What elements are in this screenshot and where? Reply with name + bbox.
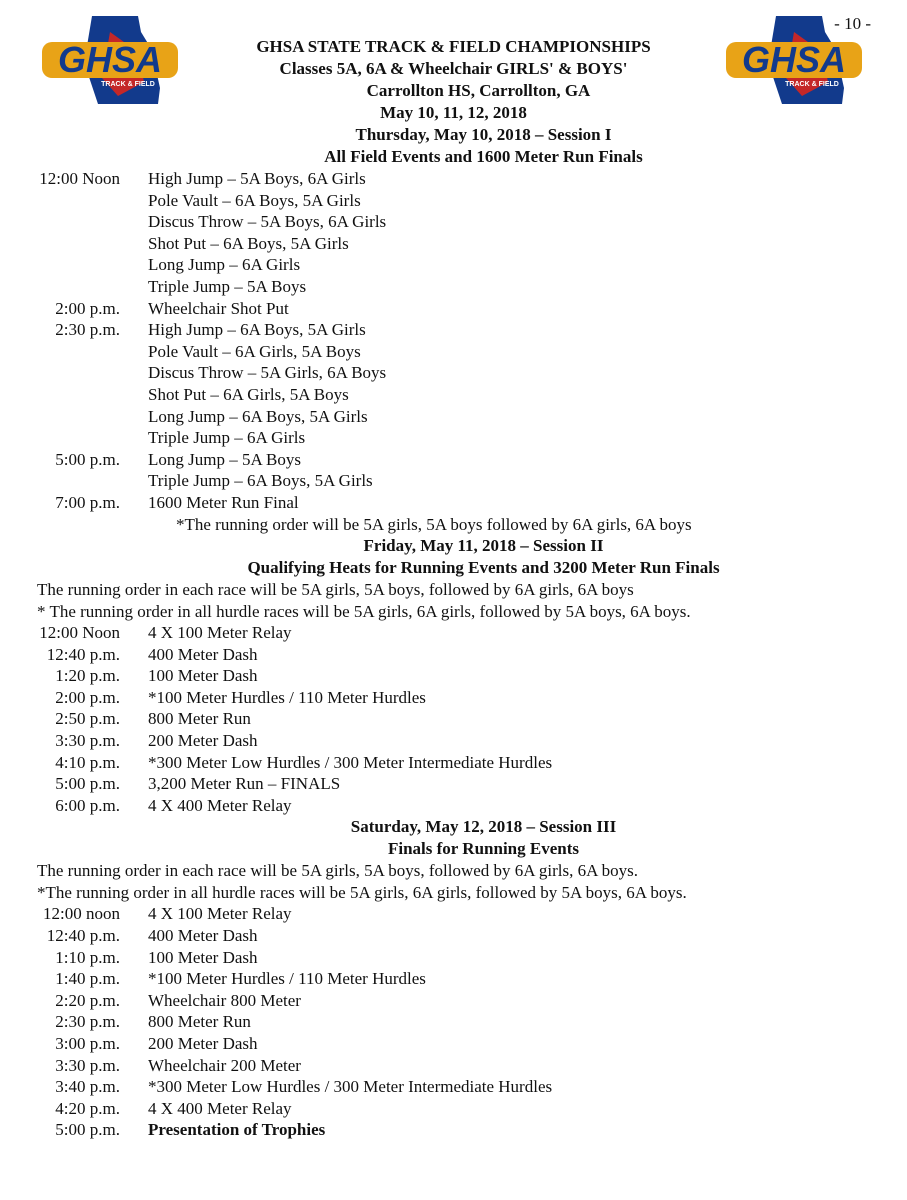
row-event: 400 Meter Dash bbox=[148, 644, 258, 664]
row-time bbox=[0, 254, 148, 276]
row-time: 12:40 p.m. bbox=[46, 926, 120, 946]
row-time: 2:00 p.m. bbox=[55, 687, 120, 707]
row-time: 4:20 p.m. bbox=[55, 1098, 120, 1118]
schedule bbox=[0, 124, 907, 1141]
page-number: - 10 - bbox=[834, 14, 871, 33]
schedule-row bbox=[0, 298, 907, 320]
row-time: 2:20 p.m. bbox=[55, 990, 120, 1010]
header-dates: May 10, 11, 12, 2018 bbox=[380, 103, 527, 122]
schedule-row bbox=[0, 470, 907, 492]
session-title: Friday, May 11, 2018 – Session II bbox=[363, 536, 604, 556]
schedule-row bbox=[0, 968, 907, 990]
schedule-row bbox=[0, 1011, 907, 1033]
document-header bbox=[0, 36, 907, 124]
row-time: 5:00 p.m. bbox=[55, 449, 120, 469]
row-time: 3:30 p.m. bbox=[55, 1055, 120, 1075]
row-event: 4 X 400 Meter Relay bbox=[148, 795, 292, 815]
session-1-rows bbox=[0, 168, 907, 514]
row-event: Shot Put – 6A Girls, 5A Boys bbox=[148, 384, 349, 404]
session-title: Thursday, May 10, 2018 – Session I bbox=[355, 125, 612, 144]
schedule-row bbox=[0, 254, 907, 276]
row-event: *300 Meter Low Hurdles / 300 Meter Intermediate Hurdles bbox=[148, 752, 553, 772]
row-event: 1600 Meter Run Final bbox=[148, 492, 299, 512]
row-event: Discus Throw – 5A Girls, 6A Boys bbox=[148, 363, 387, 383]
row-time bbox=[0, 190, 148, 212]
row-time: 2:30 p.m. bbox=[55, 320, 120, 340]
row-time: 12:00 Noon bbox=[39, 169, 120, 188]
header-title: GHSA STATE TRACK & FIELD CHAMPIONSHIPS bbox=[256, 37, 651, 56]
schedule-row bbox=[0, 319, 907, 341]
row-time: 5:00 p.m. bbox=[55, 1120, 120, 1140]
session-title: Saturday, May 12, 2018 – Session III bbox=[350, 817, 617, 837]
schedule-row bbox=[0, 752, 907, 774]
schedule-row bbox=[0, 168, 907, 190]
schedule-row bbox=[0, 384, 907, 406]
row-event: 3,200 Meter Run – FINALS bbox=[148, 774, 341, 794]
row-time: 3:30 p.m. bbox=[55, 731, 120, 751]
row-event: Triple Jump – 6A Girls bbox=[148, 428, 306, 448]
row-event: *300 Meter Low Hurdles / 300 Meter Intermediate Hurdles bbox=[148, 1077, 553, 1097]
schedule-row bbox=[0, 665, 907, 687]
schedule-row bbox=[0, 449, 907, 471]
row-event: Triple Jump – 6A Boys, 5A Girls bbox=[148, 471, 373, 491]
row-time: 3:40 p.m. bbox=[55, 1077, 120, 1097]
row-time: 12:40 p.m. bbox=[46, 644, 120, 664]
ghsa-logo-text: GHSA bbox=[741, 39, 847, 80]
row-event: Presentation of Trophies bbox=[148, 1120, 326, 1140]
row-event: 200 Meter Dash bbox=[148, 731, 258, 751]
row-time: 12:00 Noon bbox=[39, 623, 120, 643]
row-time: 6:00 p.m. bbox=[55, 795, 120, 815]
schedule-row bbox=[0, 644, 907, 666]
row-time bbox=[0, 362, 148, 384]
row-event: Long Jump – 5A Boys bbox=[148, 449, 302, 469]
schedule-row bbox=[0, 341, 907, 363]
schedule-row bbox=[0, 1119, 907, 1141]
schedule-row bbox=[0, 492, 907, 514]
schedule-row bbox=[0, 795, 907, 817]
schedule-row bbox=[0, 947, 907, 969]
row-event: 200 Meter Dash bbox=[148, 1034, 258, 1053]
row-time: 3:00 p.m. bbox=[55, 1034, 120, 1053]
row-time bbox=[0, 406, 148, 428]
row-event: High Jump – 5A Boys, 6A Girls bbox=[148, 169, 366, 188]
row-event: Pole Vault – 6A Girls, 5A Boys bbox=[148, 341, 361, 361]
row-event: Shot Put – 6A Boys, 5A Girls bbox=[148, 233, 349, 253]
row-event: Wheelchair Shot Put bbox=[148, 298, 289, 318]
schedule-row bbox=[0, 990, 907, 1012]
row-event: Long Jump – 6A Girls bbox=[148, 255, 301, 275]
schedule-row bbox=[0, 708, 907, 730]
ghsa-logo-text: GHSA bbox=[57, 39, 163, 80]
schedule-row bbox=[0, 925, 907, 947]
row-time bbox=[0, 470, 148, 492]
row-time: 2:00 p.m. bbox=[55, 298, 120, 318]
session-subtitle: Finals for Running Events bbox=[388, 839, 579, 859]
schedule-row bbox=[0, 1055, 907, 1077]
schedule-row bbox=[0, 190, 907, 212]
session-1 bbox=[0, 124, 907, 535]
row-time bbox=[0, 211, 148, 233]
schedule-row bbox=[0, 233, 907, 255]
row-time: 7:00 p.m. bbox=[55, 492, 120, 512]
row-time bbox=[0, 341, 148, 363]
row-event: 400 Meter Dash bbox=[148, 926, 258, 946]
row-event: Wheelchair 200 Meter bbox=[148, 1055, 301, 1075]
row-time: 1:10 p.m. bbox=[55, 947, 120, 967]
row-event: *100 Meter Hurdles / 110 Meter Hurdles bbox=[148, 687, 426, 707]
row-time: 5:00 p.m. bbox=[55, 774, 120, 794]
schedule-row bbox=[0, 730, 907, 752]
row-event: 4 X 100 Meter Relay bbox=[148, 623, 292, 643]
running-order-note: The running order in each race will be 5A girls, 5A boys, followed by 6A girls, 6A boys. bbox=[37, 861, 639, 881]
row-time: 2:30 p.m. bbox=[55, 1012, 120, 1032]
schedule-row bbox=[0, 406, 907, 428]
row-event: 100 Meter Dash bbox=[148, 666, 258, 686]
schedule-row bbox=[0, 903, 907, 925]
row-time: 1:20 p.m. bbox=[55, 666, 120, 686]
schedule-row bbox=[0, 276, 907, 298]
row-time bbox=[0, 427, 148, 449]
schedule-row bbox=[0, 211, 907, 233]
row-event: Pole Vault – 6A Boys, 5A Girls bbox=[148, 190, 361, 210]
row-event: 4 X 100 Meter Relay bbox=[148, 904, 292, 924]
row-time bbox=[0, 384, 148, 406]
track-field-logo-text: TRACK & FIELD bbox=[101, 81, 155, 88]
session-2 bbox=[0, 535, 907, 816]
row-time bbox=[0, 233, 148, 255]
hurdle-order-note: *The running order in all hurdle races will be 5A girls, 6A girls, followed by 5A boys, 6A boys. bbox=[37, 882, 687, 902]
header-classes: Classes 5A, 6A & Wheelchair GIRLS' & BOYS' bbox=[279, 59, 628, 78]
schedule-row bbox=[0, 362, 907, 384]
hurdle-order-note: * The running order in all hurdle races will be 5A girls, 6A girls, followed by 5A boys, 6A boys. bbox=[37, 601, 691, 621]
row-event: 800 Meter Run bbox=[148, 709, 251, 729]
schedule-row bbox=[0, 427, 907, 449]
schedule-row bbox=[0, 773, 907, 795]
row-event: Triple Jump – 5A Boys bbox=[148, 276, 307, 296]
row-event: Discus Throw – 5A Boys, 6A Girls bbox=[148, 212, 387, 232]
schedule-row bbox=[0, 687, 907, 709]
session-3 bbox=[0, 816, 907, 1141]
row-event: 800 Meter Run bbox=[148, 1012, 251, 1032]
track-field-logo-text: TRACK & FIELD bbox=[785, 81, 839, 88]
row-time: 4:10 p.m. bbox=[55, 752, 120, 772]
row-time: 1:40 p.m. bbox=[55, 969, 120, 989]
row-event: 100 Meter Dash bbox=[148, 947, 258, 967]
session-subtitle: All Field Events and 1600 Meter Run Finals bbox=[324, 147, 643, 166]
row-time: 12:00 noon bbox=[43, 904, 120, 924]
schedule-row bbox=[0, 1098, 907, 1120]
row-time: 2:50 p.m. bbox=[55, 709, 120, 729]
schedule-row bbox=[0, 1076, 907, 1098]
session-2-rows bbox=[0, 622, 907, 816]
header-venue: Carrollton HS, Carrollton, GA bbox=[366, 81, 591, 100]
schedule-row bbox=[0, 1033, 907, 1055]
running-order-footnote: *The running order will be 5A girls, 5A boys followed by 6A girls, 6A boys bbox=[176, 514, 692, 534]
session-subtitle: Qualifying Heats for Running Events and 3200 Meter Run Finals bbox=[247, 558, 720, 578]
row-event: *100 Meter Hurdles / 110 Meter Hurdles bbox=[148, 969, 426, 989]
row-event: 4 X 400 Meter Relay bbox=[148, 1098, 292, 1118]
row-event: High Jump – 6A Boys, 5A Girls bbox=[148, 320, 366, 340]
session-3-rows bbox=[0, 903, 907, 1141]
row-time bbox=[0, 276, 148, 298]
schedule-row bbox=[0, 622, 907, 644]
row-event: Wheelchair 800 Meter bbox=[148, 990, 301, 1010]
running-order-note: The running order in each race will be 5A girls, 5A boys, followed by 6A girls, 6A boys bbox=[37, 580, 634, 600]
row-event: Long Jump – 6A Boys, 5A Girls bbox=[148, 406, 368, 426]
